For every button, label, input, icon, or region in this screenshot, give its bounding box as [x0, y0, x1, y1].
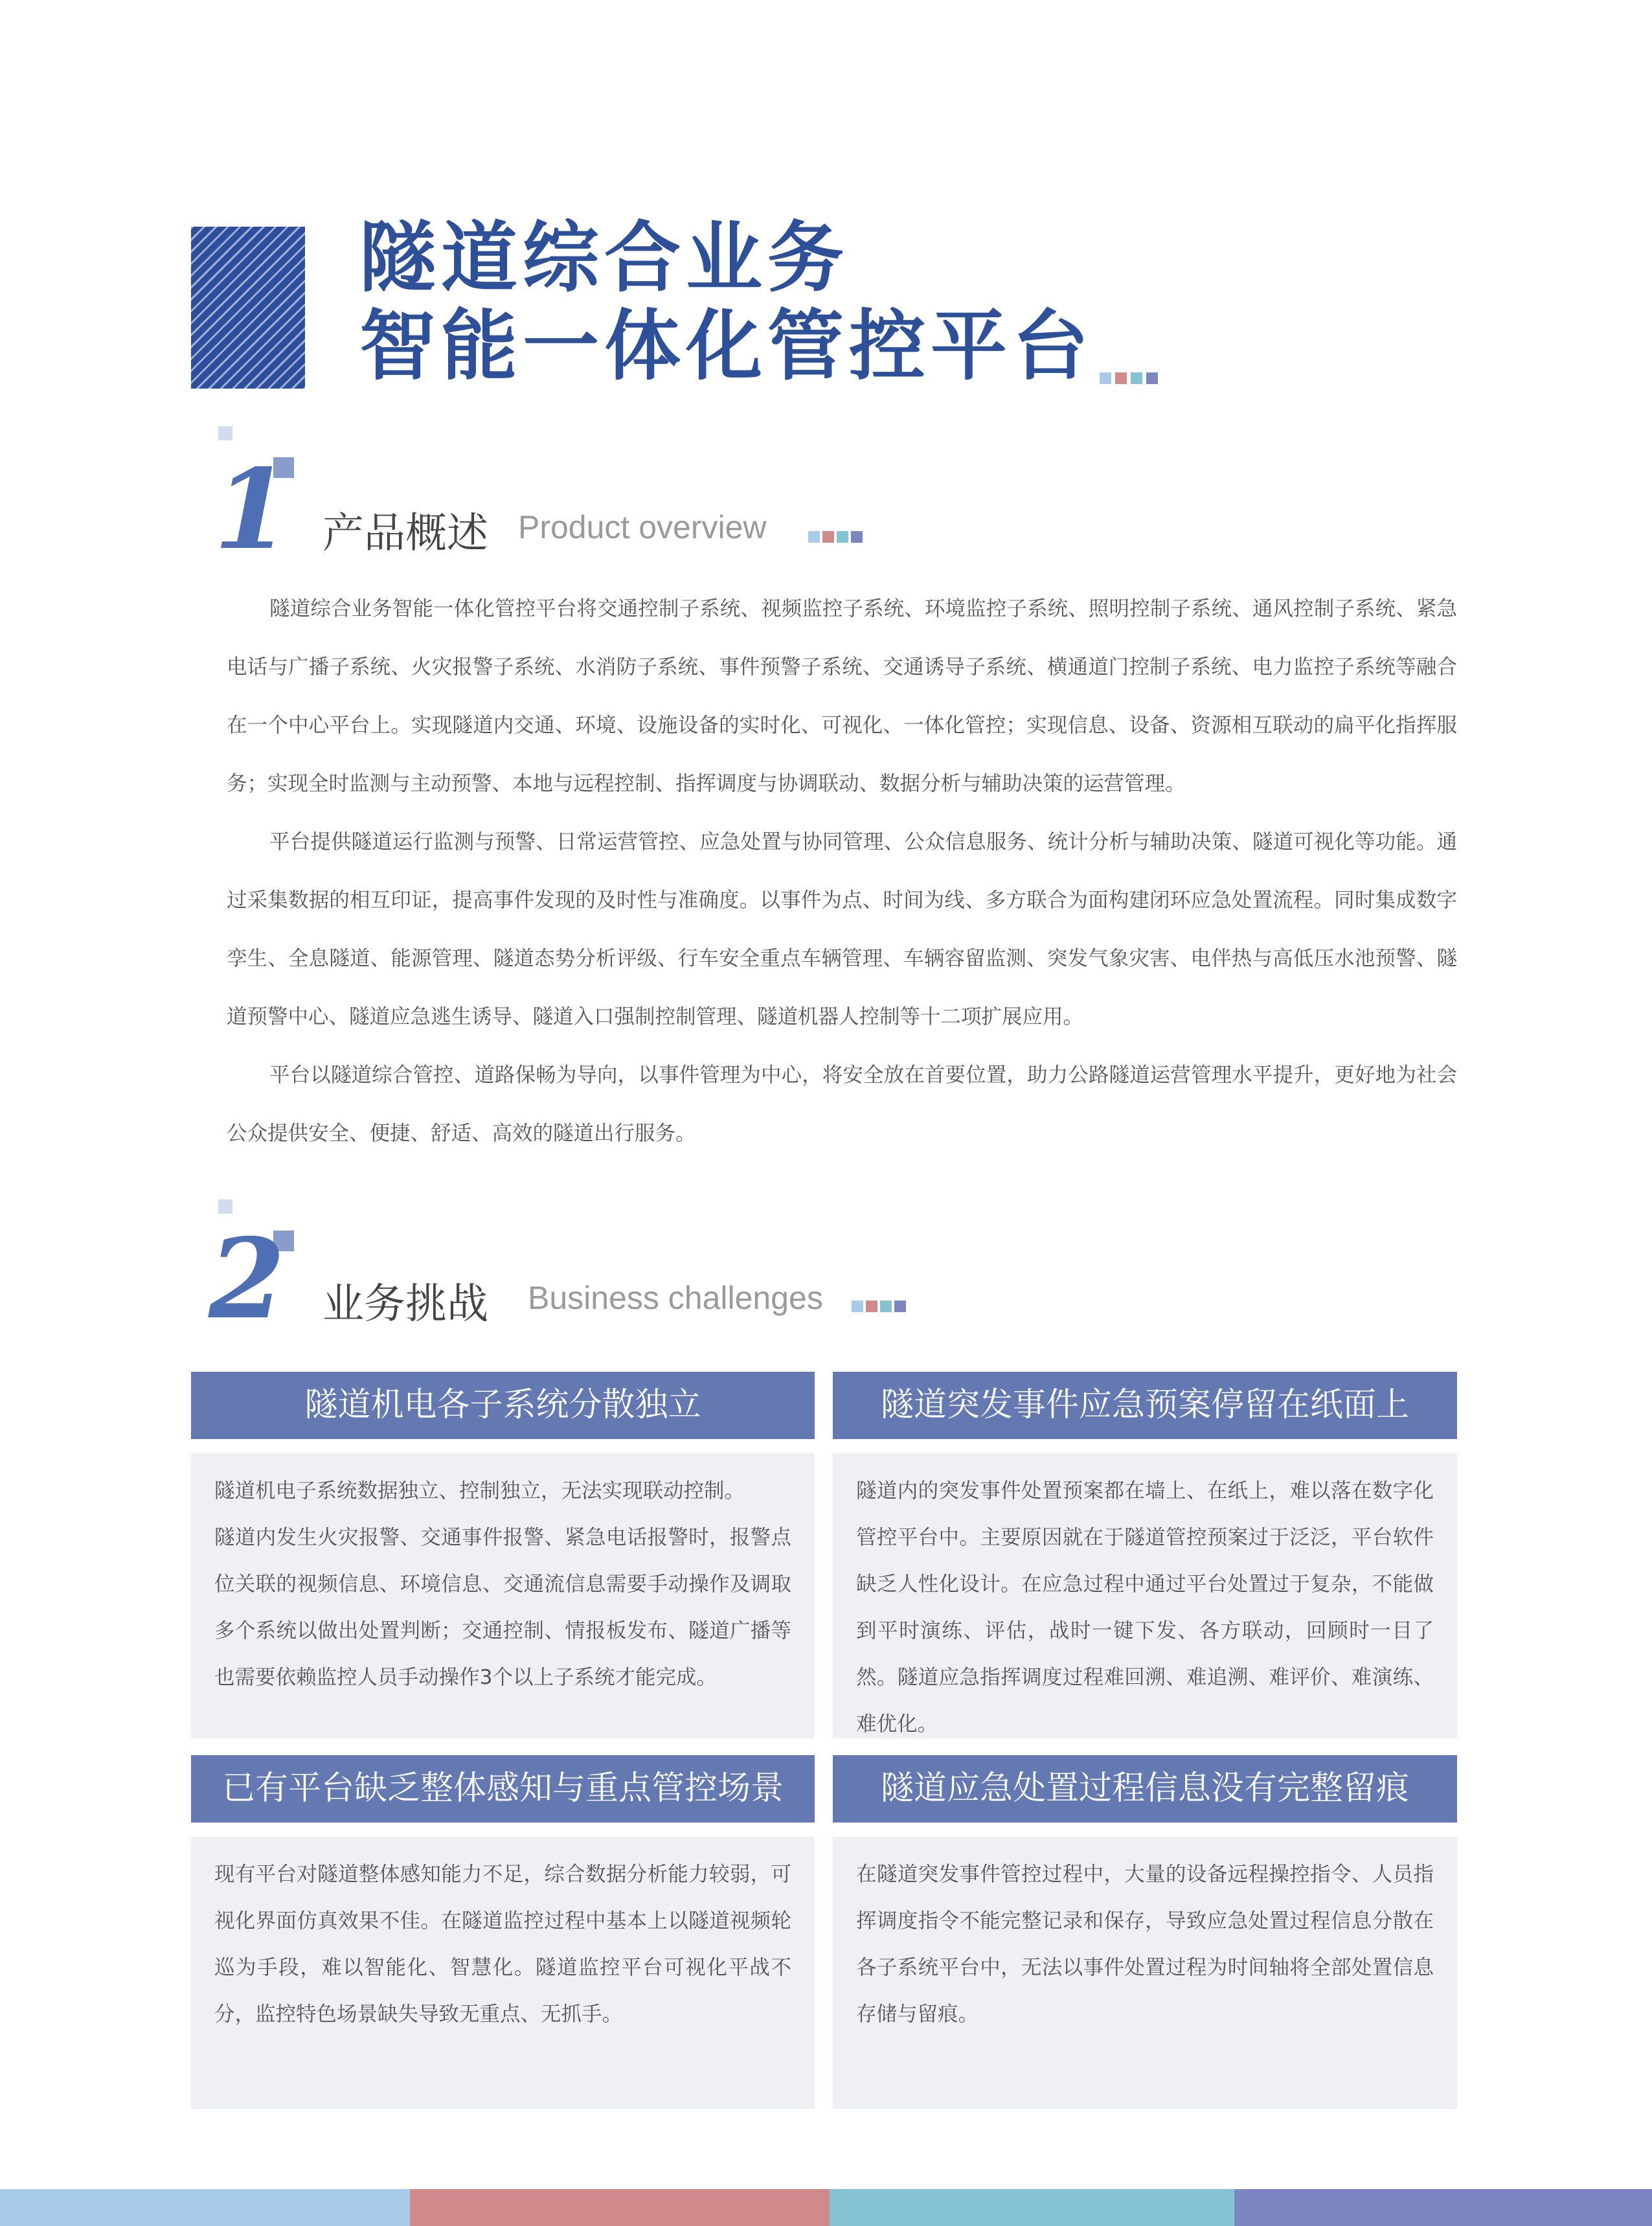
section1-number: 1 [214, 445, 291, 574]
challenge-card-2 [833, 1372, 1457, 1738]
challenge-card-line: 在隧道突发事件管控过程中，大量的设备远程操控指令、人员指挥调度指令不能完整记录和保存，导致应急处置过程信息分散在各子系统平台中，无法以事件处置过程为时间轴将全部处置信息存储与留痕。 [856, 1863, 1434, 2026]
page-title-line2: 智能一体化管控平台 [359, 301, 1094, 391]
page-title [359, 214, 1094, 390]
challenge-card-line: 隧道机电子系统数据独立、控制独立，无法实现联动控制。 [214, 1479, 745, 1503]
challenge-card-1 [191, 1372, 815, 1738]
overview-paragraph: 隧道综合业务智能一体化管控平台将交通控制子系统、视频监控子系统、环境监控子系统、照明控制子系统、通风控制子系统、紧急电话与广播子系统、火灾报警子系统、水消防子系统、事件预警子系统、交通诱导子系统、横通道门控制子系统、电力监控子系统等融合在一个中心平台上。实现隧道内交通、环境、设施设备的实时化、可视化、一体化管控；实现信息、设备、资源相互联动的扁平化指挥服务；实现全时监测与主动预警、本地与远程控制、指挥调度与协调联动、数据分析与辅助决策的运营管理。 [227, 597, 1457, 795]
section2-deco-square-small [218, 1199, 232, 1214]
product-overview-text [227, 580, 1457, 1163]
overview-paragraph: 平台提供隧道运行监测与预警、日常运营管控、应急处置与协同管理、公众信息服务、统计分析与辅助决策、隧道可视化等功能。通过采集数据的相互印证，提高事件发现的及时性与准确度。以事件为点、时间为线、多方联合为面构建闭环应急处置流程。同时集成数字孪生、全息隧道、能源管理、隧道态势分析评级、行车安全重点车辆管理、车辆容留监测、突发气象灾害、电伴热与高低压水池预警、隧道预警中心、隧道应急逃生诱导、隧道入口强制控制管理、隧道机器人控制等十二项扩展应用。 [227, 830, 1457, 1028]
challenge-card-body [833, 1453, 1457, 1738]
section1-title-en: Product overview [518, 509, 767, 545]
section1-color-squares [808, 531, 866, 543]
challenge-card-body [191, 1837, 815, 2109]
page-title-line1: 隧道综合业务 [359, 213, 850, 302]
section2-title-cn: 业务挑战 [322, 1280, 488, 1328]
header-hatched-block [191, 227, 305, 389]
challenge-card-title: 隧道应急处置过程信息没有完整留痕 [833, 1755, 1457, 1823]
section2-title-en: Business challenges [528, 1280, 823, 1316]
challenge-card-line: 隧道内发生火灾报警、交通事件报警、紧急电话报警时，报警点位关联的视频信息、环境信息、交通流信息需要手动操作及调取多个系统以做出处置判断；交通控制、情报板发布、隧道广播等也需要依赖监控人员手动操作3个以上子系统才能完成。 [214, 1526, 791, 1689]
section2-number: 2 [209, 1214, 286, 1344]
section1-deco-square-small [218, 426, 232, 440]
footer-bar-4 [1234, 2189, 1652, 2226]
challenge-card-line: 隧道内的突发事件处置预案都在墙上、在纸上，难以落在数字化管控平台中。主要原因就在于隧道管控预案过于泛泛，平台软件缺乏人性化设计。在应急过程中通过平台处置过于复杂，不能做到平时演练、评估，战时一键下发、各方联动，回顾时一目了然。隧道应急指挥调度过程难回溯、难追溯、难评价、难演练、难优化。 [856, 1479, 1434, 1736]
section2-color-squares [852, 1300, 910, 1312]
challenge-card-4 [833, 1755, 1457, 2109]
section1-title-cn: 产品概述 [322, 510, 488, 558]
overview-paragraph: 平台以隧道综合管控、道路保畅为导向，以事件管理为中心，将安全放在首要位置，助力公路隧道运营管理水平提升，更好地为社会公众提供安全、便捷、舒适、高效的隧道出行服务。 [227, 1063, 1457, 1145]
challenge-card-body [191, 1453, 815, 1738]
challenge-card-title: 隧道机电各子系统分散独立 [191, 1372, 815, 1439]
challenge-card-3 [191, 1755, 815, 2109]
challenge-card-line: 现有平台对隧道整体感知能力不足，综合数据分析能力较弱，可视化界面仿真效果不佳。在隧道监控过程中基本上以隧道视频轮巡为手段，难以智能化、智慧化。隧道监控平台可视化平战不分，监控特色场景缺失导致无重点、无抓手。 [214, 1863, 791, 2026]
footer-bar-3 [830, 2189, 1234, 2226]
challenge-card-title: 隧道突发事件应急预案停留在纸面上 [833, 1372, 1457, 1439]
challenge-card-body [833, 1837, 1457, 2109]
footer-bar-1 [0, 2189, 410, 2226]
footer-bar-2 [410, 2189, 830, 2226]
title-color-squares [1100, 372, 1158, 384]
challenge-card-title: 已有平台缺乏整体感知与重点管控场景 [191, 1755, 815, 1823]
